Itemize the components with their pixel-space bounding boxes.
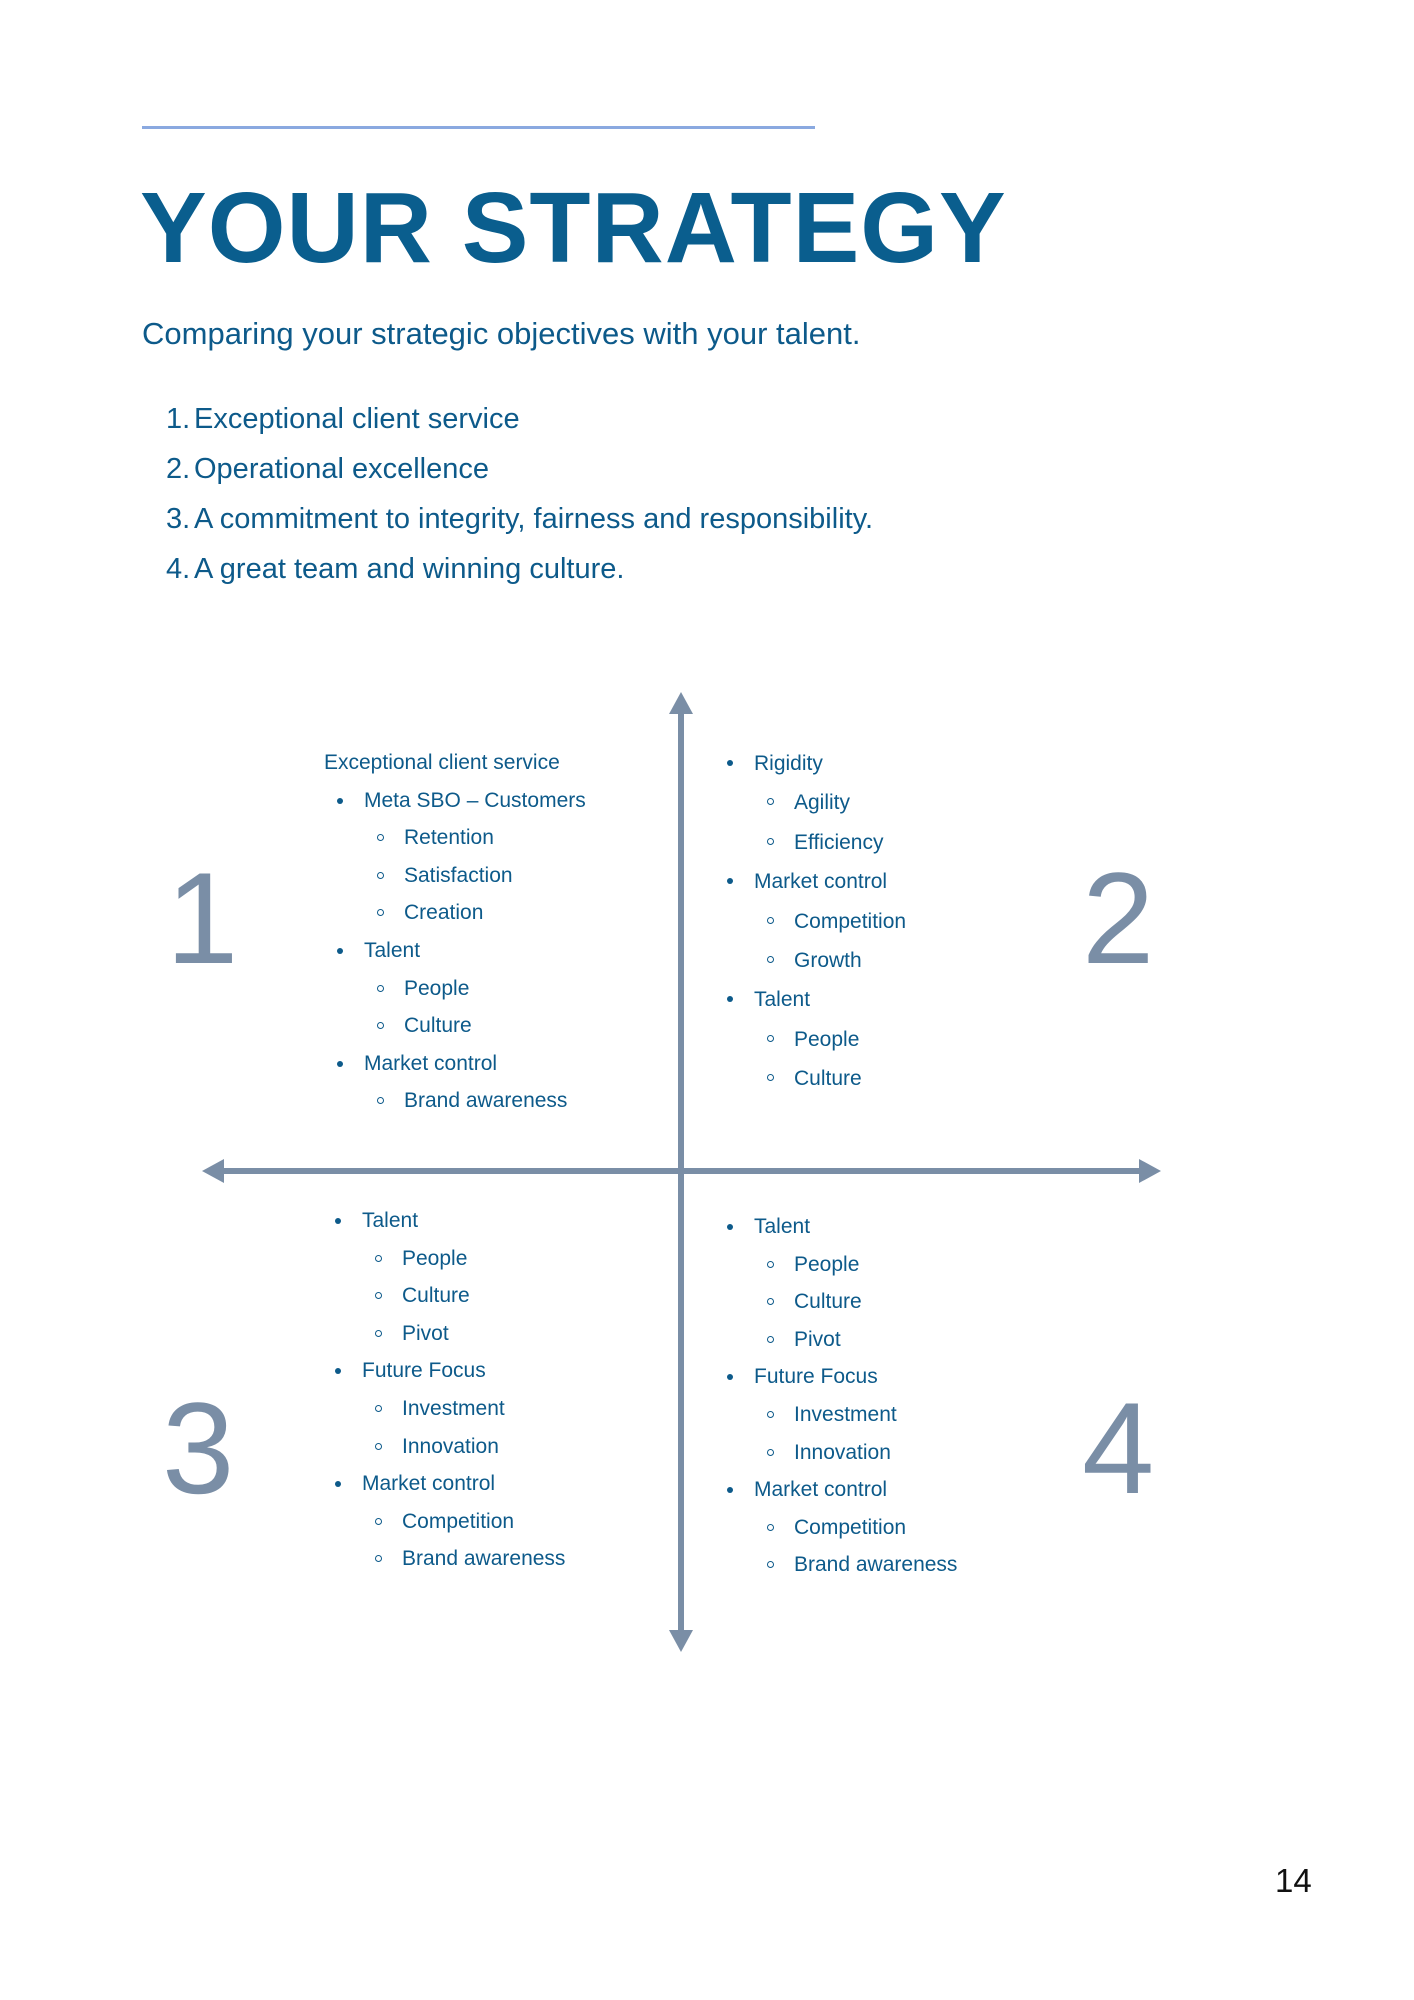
quadrant-number-3: 3 (162, 1375, 235, 1521)
quadrant-4 (714, 1208, 957, 1584)
left-arrow-icon (202, 1159, 224, 1183)
quadrant-1 (324, 744, 586, 1120)
sub-item: People (324, 970, 586, 1008)
right-arrow-icon (1139, 1159, 1161, 1183)
objective-text: Exceptional client service (194, 403, 520, 435)
down-arrow-icon (669, 1630, 693, 1652)
list-item: Market control (322, 1465, 565, 1503)
objective-text: Operational excellence (194, 453, 490, 485)
objective-number: 2. (166, 453, 191, 485)
sub-item: Brand awareness (714, 1546, 957, 1584)
up-arrow-icon (669, 692, 693, 714)
quadrant-2 (714, 744, 906, 1099)
list-item: Future Focus (322, 1352, 565, 1390)
sub-item: Brand awareness (322, 1540, 565, 1578)
list-item: Talent (322, 1202, 565, 1240)
sub-item: Satisfaction (324, 857, 586, 895)
quadrant-list (714, 1208, 957, 1584)
list-item: Talent (714, 1208, 957, 1246)
objective-text: A commitment to integrity, fairness and responsibility. (194, 503, 874, 535)
quadrant-list (714, 744, 906, 1099)
list-item: Future Focus (714, 1358, 957, 1396)
sub-item: Efficiency (714, 823, 906, 862)
sub-item: Investment (714, 1396, 957, 1434)
list-item: Market control (324, 1045, 586, 1083)
sub-item: Pivot (714, 1321, 957, 1359)
sub-item: Culture (714, 1283, 957, 1321)
page-number: 14 (1275, 1862, 1312, 1899)
list-item: Rigidity (714, 744, 906, 783)
objective-number: 3. (166, 503, 191, 535)
sub-item: People (322, 1240, 565, 1278)
sub-item: Innovation (714, 1434, 957, 1472)
sub-item: Investment (322, 1390, 565, 1428)
sub-item: Culture (322, 1277, 565, 1315)
sub-item: Creation (324, 894, 586, 932)
objective-number: 4. (166, 553, 191, 585)
list-item: Meta SBO – Customers (324, 782, 586, 820)
sub-item: Brand awareness (324, 1082, 586, 1120)
page-subtitle: Comparing your strategic objectives with your talent. (142, 316, 861, 351)
quadrant-number-4: 4 (1082, 1375, 1155, 1521)
quadrant-heading: Exceptional client service (324, 751, 560, 774)
list-item: Talent (714, 980, 906, 1019)
objective-number: 1. (166, 403, 191, 435)
sub-item: Agility (714, 783, 906, 822)
list-item: Market control (714, 862, 906, 901)
sub-item: Culture (324, 1007, 586, 1045)
objective-text: A great team and winning culture. (194, 553, 625, 585)
quadrant-list (322, 1202, 565, 1578)
sub-item: Culture (714, 1059, 906, 1098)
sub-item: Competition (714, 902, 906, 941)
page-title: YOUR STRATEGY (140, 172, 1007, 284)
sub-item: People (714, 1246, 957, 1284)
sub-item: People (714, 1020, 906, 1059)
sub-item: Innovation (322, 1428, 565, 1466)
sub-item: Growth (714, 941, 906, 980)
list-item: Market control (714, 1471, 957, 1509)
quadrant-3 (322, 1202, 565, 1578)
list-item: Talent (324, 932, 586, 970)
quadrant-number-2: 2 (1082, 845, 1155, 991)
sub-item: Pivot (322, 1315, 565, 1353)
quadrant-list (324, 782, 586, 1120)
sub-item: Competition (714, 1509, 957, 1547)
sub-item: Competition (322, 1503, 565, 1541)
quadrant-number-1: 1 (166, 845, 239, 991)
sub-item: Retention (324, 819, 586, 857)
